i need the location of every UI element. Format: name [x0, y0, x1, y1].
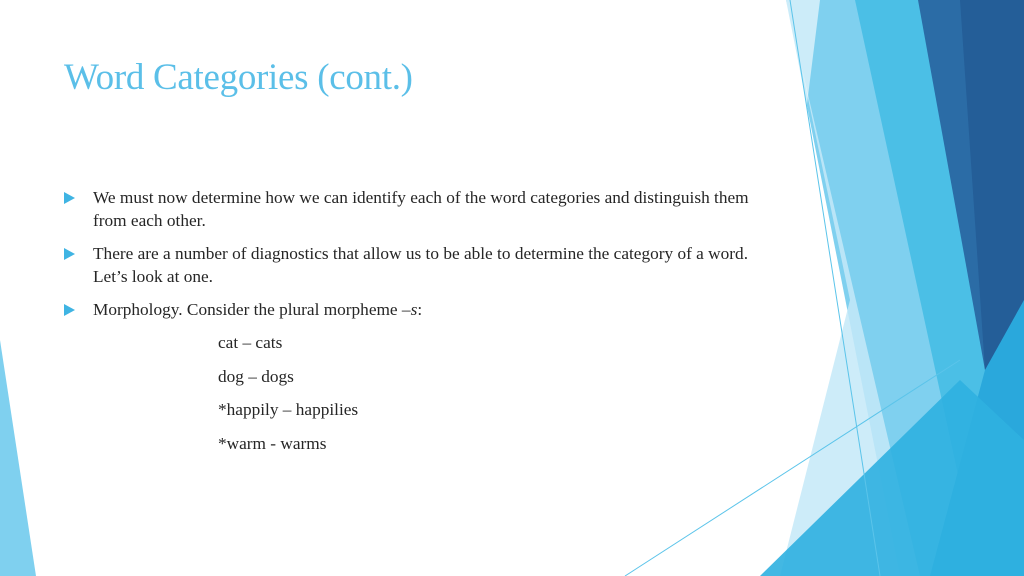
bullet-item — [64, 242, 776, 288]
bullet-text: We must now determine how we can identify each of the word categories and distinguish them from each other. — [93, 188, 749, 230]
bullet-arrow-icon — [64, 304, 75, 316]
example-line: *happily – happilies — [218, 400, 359, 419]
slide-content — [64, 186, 776, 465]
bullet-arrow-icon — [64, 248, 75, 260]
example-line: dog – dogs — [218, 366, 294, 386]
bullet-arrow-icon — [64, 192, 75, 204]
slide-title: Word Categories (cont.) — [64, 57, 413, 98]
bullet-suffix: : — [417, 300, 423, 319]
example-line: cat – cats — [218, 333, 283, 352]
example-line: *warm - warms — [218, 433, 327, 453]
left-edge-stripe — [0, 340, 36, 576]
bullet-item — [64, 298, 776, 321]
bullet-italic-morpheme: s — [410, 300, 418, 319]
bullet-item — [64, 186, 776, 232]
bullet-text: There are a number of diagnostics that allow us to be able to determine the category of a word. Let’s look at one. — [93, 244, 749, 286]
bullet-text: Morphology. Consider the plural morpheme – — [93, 300, 411, 319]
